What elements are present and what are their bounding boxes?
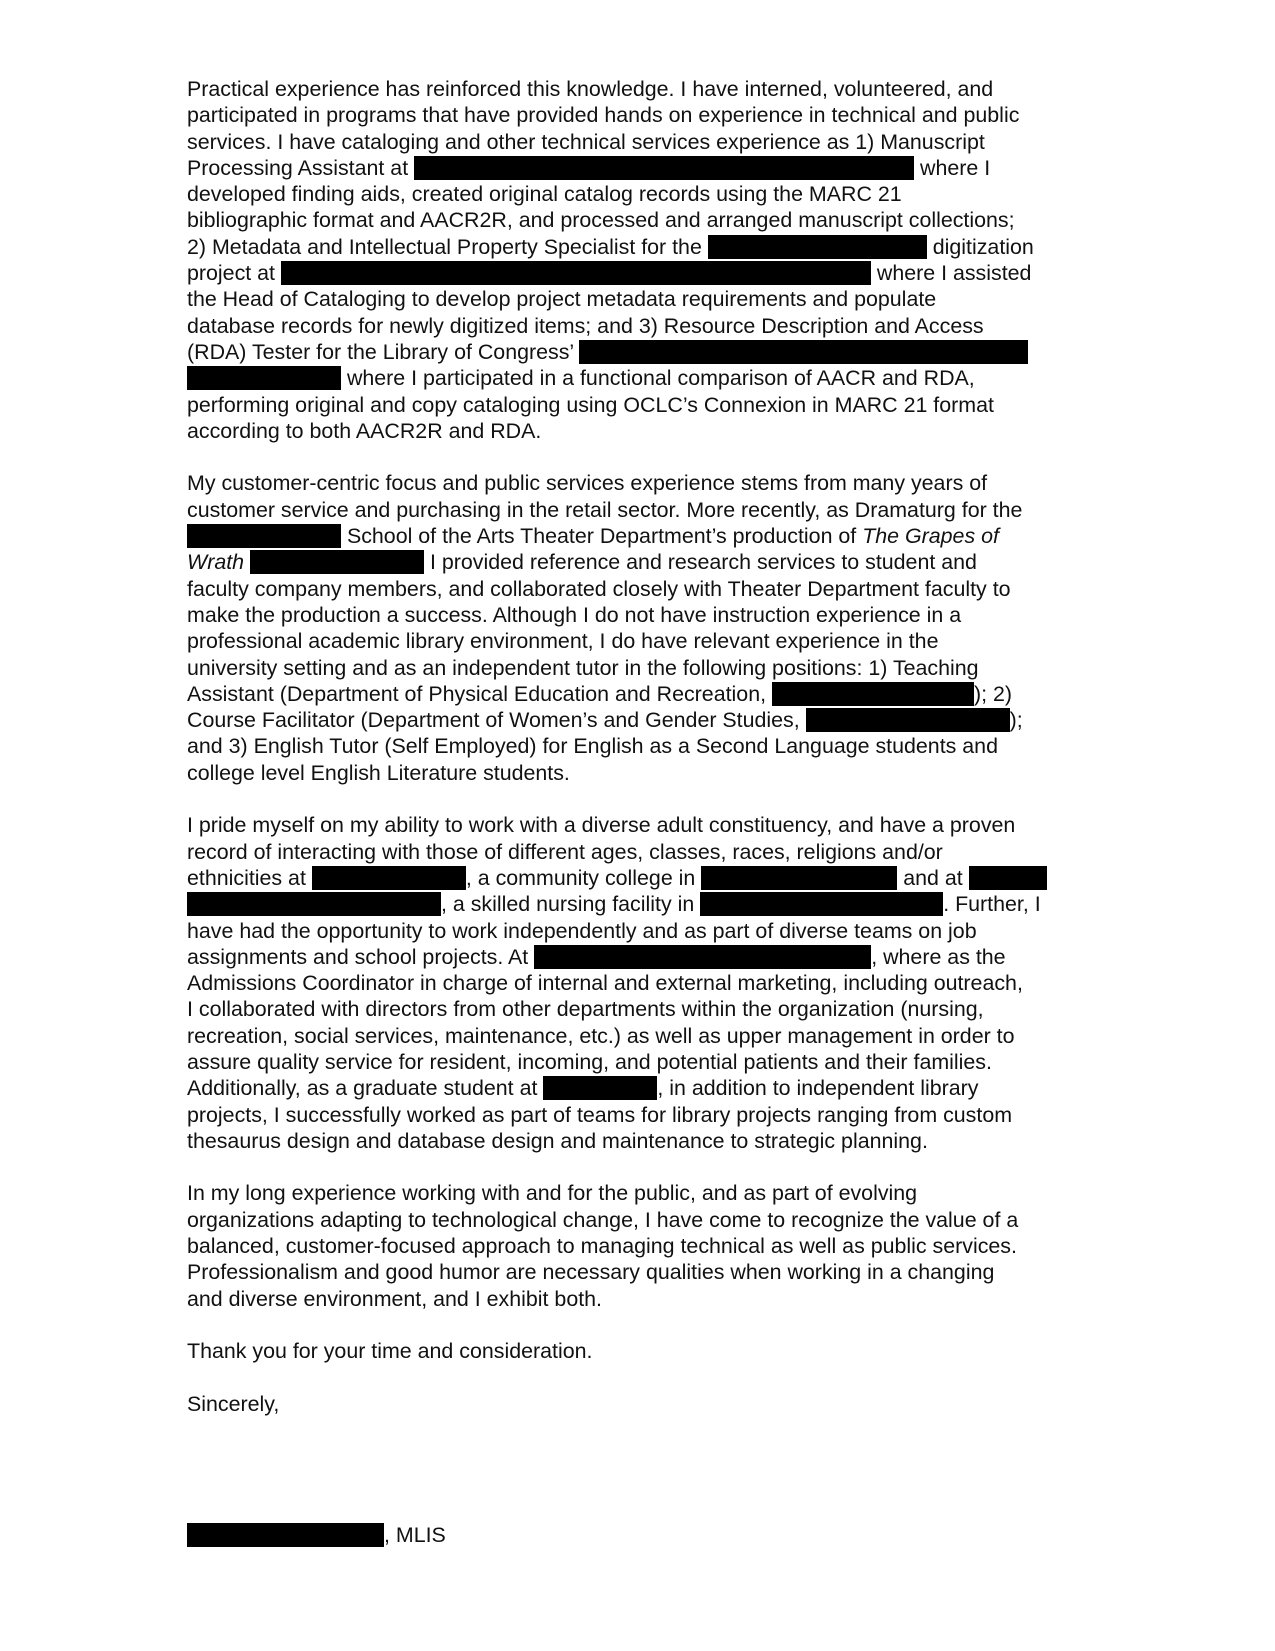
text-segment: assignments and school projects. At [187, 944, 535, 969]
text-segment: Additionally, as a graduate student at [187, 1076, 544, 1101]
text-segment: Assistant (Department of Physical Education and Recreation, [187, 681, 772, 706]
text-line [187, 918, 1092, 944]
text-segment: projects, I successfully worked as part of teams for library projects ranging from custom [187, 1102, 1013, 1127]
redaction-block [187, 524, 341, 548]
text-line [187, 1180, 1092, 1206]
paragraph-diverse-constituency [187, 812, 1092, 1154]
text-segment: ); [1009, 708, 1023, 733]
redaction-block [701, 866, 897, 890]
redaction-block [708, 235, 927, 259]
redaction-block [187, 366, 341, 390]
text-line [187, 707, 1092, 733]
text-line [187, 970, 1092, 996]
text-segment: organizations adapting to technological change, I have come to recognize the value of a [187, 1207, 1019, 1232]
redaction-block [187, 892, 441, 916]
text-line [187, 365, 1092, 391]
text-segment: , a skilled nursing facility in [441, 892, 701, 917]
text-segment: , a community college in [465, 865, 702, 890]
text-line [187, 234, 1092, 260]
closing: Sincerely, [187, 1391, 280, 1416]
text-segment: where I assisted [870, 261, 1032, 286]
text-segment: recreation, social services, maintenance, etc.) as well as upper management in order to [187, 1023, 1015, 1048]
text-line [187, 1023, 1092, 1049]
text-line [187, 1286, 1092, 1312]
text-line [187, 418, 1092, 444]
text-segment: bibliographic format and AACR2R, and processed and arranged manuscript collections; [187, 208, 1015, 233]
text-line [187, 576, 1092, 602]
redaction-block [806, 708, 1010, 732]
text-segment: have had the opportunity to work independently and as part of diverse teams on job [187, 918, 977, 943]
text-segment: college level English Literature students. [187, 760, 570, 785]
text-segment: Admissions Coordinator in charge of internal and external marketing, including outreach, [187, 971, 1023, 996]
text-line [187, 1259, 1092, 1285]
text-segment: customer service and purchasing in the retail sector. More recently, as Dramaturg for the [187, 497, 1023, 522]
text-segment: performing original and copy cataloging using OCLC’s Connexion in MARC 21 format [187, 392, 994, 417]
text-line [187, 129, 1092, 155]
redaction-block [579, 340, 1028, 364]
text-line [187, 1233, 1092, 1259]
redaction-block [969, 866, 1047, 890]
italic-title-text: Wrath [187, 550, 245, 575]
text-segment: Professionalism and good humor are necessary qualities when working in a changing [187, 1260, 995, 1285]
signature-line [187, 1522, 1092, 1548]
redaction-block [772, 682, 974, 706]
text-line [187, 260, 1092, 286]
text-segment: I collaborated with directors from other departments within the organization (nursing, [187, 997, 984, 1022]
text-segment: thesaurus design and database design and maintenance to strategic planning. [187, 1128, 928, 1153]
text-line [187, 655, 1092, 681]
text-segment: record of interacting with those of different ages, classes, races, religions and/or [187, 839, 943, 864]
letter-body [187, 76, 1092, 1548]
redaction-block [534, 945, 871, 969]
text-segment: faculty company members, and collaborated closely with Theater Department faculty to [187, 576, 1011, 601]
text-segment: Processing Assistant at [187, 155, 415, 180]
text-segment: participated in programs that have provided hands on experience in technical and public [187, 103, 1020, 128]
text-line [187, 1049, 1092, 1075]
text-segment: project at [187, 261, 281, 286]
text-segment: digitization [926, 234, 1034, 259]
text-line [187, 812, 1092, 838]
text-line [187, 681, 1092, 707]
text-line [187, 497, 1092, 523]
text-line [187, 1102, 1092, 1128]
text-line [187, 549, 1092, 575]
text-segment: make the production a success. Although I do not have instruction experience in a [187, 602, 962, 627]
text-line [187, 313, 1092, 339]
text-line [187, 1207, 1092, 1233]
text-line [187, 865, 1092, 891]
text-segment: Thank you for your time and consideration. [187, 1339, 593, 1364]
text-segment: university setting and as an independent tutor in the following positions: 1) Teaching [187, 655, 979, 680]
text-line [187, 286, 1092, 312]
text-line [187, 1338, 1092, 1364]
text-segment: developed finding aids, created original catalog records using the MARC 21 [187, 182, 902, 207]
text-line [187, 523, 1092, 549]
text-line [187, 733, 1092, 759]
text-line [187, 628, 1092, 654]
text-line [187, 339, 1092, 365]
text-segment: balanced, customer-focused approach to managing technical as well as public services. [187, 1234, 1017, 1259]
text-segment: ethnicities at [187, 865, 312, 890]
text-segment: I provided reference and research services to student and [424, 550, 977, 575]
text-segment: and at [897, 865, 969, 890]
text-line [187, 155, 1092, 181]
text-line [187, 102, 1092, 128]
text-segment: and 3) English Tutor (Self Employed) for English as a Second Language students and [187, 734, 998, 759]
text-segment: . Further, I [943, 892, 1041, 917]
paragraph-technological-change [187, 1180, 1092, 1311]
text-segment: according to both AACR2R and RDA. [187, 418, 542, 443]
text-segment: Course Facilitator (Department of Women’s and Gender Studies, [187, 708, 806, 733]
text-segment: My customer-centric focus and public services experience stems from many years of [187, 471, 988, 496]
text-line [187, 76, 1092, 102]
text-line [187, 996, 1092, 1022]
italic-title-text: The Grapes of [862, 524, 999, 549]
text-line [187, 1128, 1092, 1154]
text-segment: Practical experience has reinforced this knowledge. I have interned, volunteered, and [187, 77, 994, 101]
redaction-block [543, 1076, 657, 1100]
redaction-block [414, 156, 914, 180]
paragraph-customer-focus [187, 470, 1092, 786]
text-line [187, 760, 1092, 786]
text-line [187, 944, 1092, 970]
text-line [187, 470, 1092, 496]
text-line [187, 1075, 1092, 1101]
text-segment: assure quality service for resident, incoming, and potential patients and their families. [187, 1049, 992, 1074]
redaction-block [250, 550, 424, 574]
redaction-block [187, 1523, 384, 1547]
text-segment: services. I have cataloging and other technical services experience as 1) Manuscript [187, 129, 985, 154]
redaction-block [700, 892, 943, 916]
text-segment: , where as the [871, 944, 1006, 969]
text-segment: the Head of Cataloging to develop project metadata requirements and populate [187, 287, 937, 312]
text-line [187, 207, 1092, 233]
text-segment: database records for newly digitized items; and 3) Resource Description and Access [187, 313, 984, 338]
redaction-block [281, 261, 871, 285]
text-line [187, 891, 1092, 917]
text-segment: ); 2) [973, 681, 1013, 706]
text-segment: and diverse environment, and I exhibit both. [187, 1286, 602, 1311]
text-segment: School of the Arts Theater Department’s production of [341, 524, 863, 549]
text-segment: I pride myself on my ability to work with a diverse adult constituency, and have a proven [187, 813, 1016, 838]
signature-suffix: , MLIS [384, 1523, 446, 1548]
text-segment: where I participated in a functional comparison of AACR and RDA, [341, 366, 975, 391]
text-segment: 2) Metadata and Intellectual Property Specialist for the [187, 234, 708, 259]
text-line [187, 181, 1092, 207]
text-segment: , in addition to independent library [657, 1076, 979, 1101]
text-line [187, 392, 1092, 418]
text-segment: professional academic library environment, I do have relevant experience in the [187, 629, 939, 654]
text-line [187, 602, 1092, 628]
text-segment: where I [914, 155, 991, 180]
paragraph-thank-you [187, 1338, 1092, 1364]
text-segment: In my long experience working with and for the public, and as part of evolving [187, 1181, 918, 1206]
redaction-block [312, 866, 466, 890]
text-line [187, 839, 1092, 865]
text-segment: (RDA) Tester for the Library of Congress’ [187, 339, 580, 364]
paragraph-practical-experience [187, 76, 1092, 444]
